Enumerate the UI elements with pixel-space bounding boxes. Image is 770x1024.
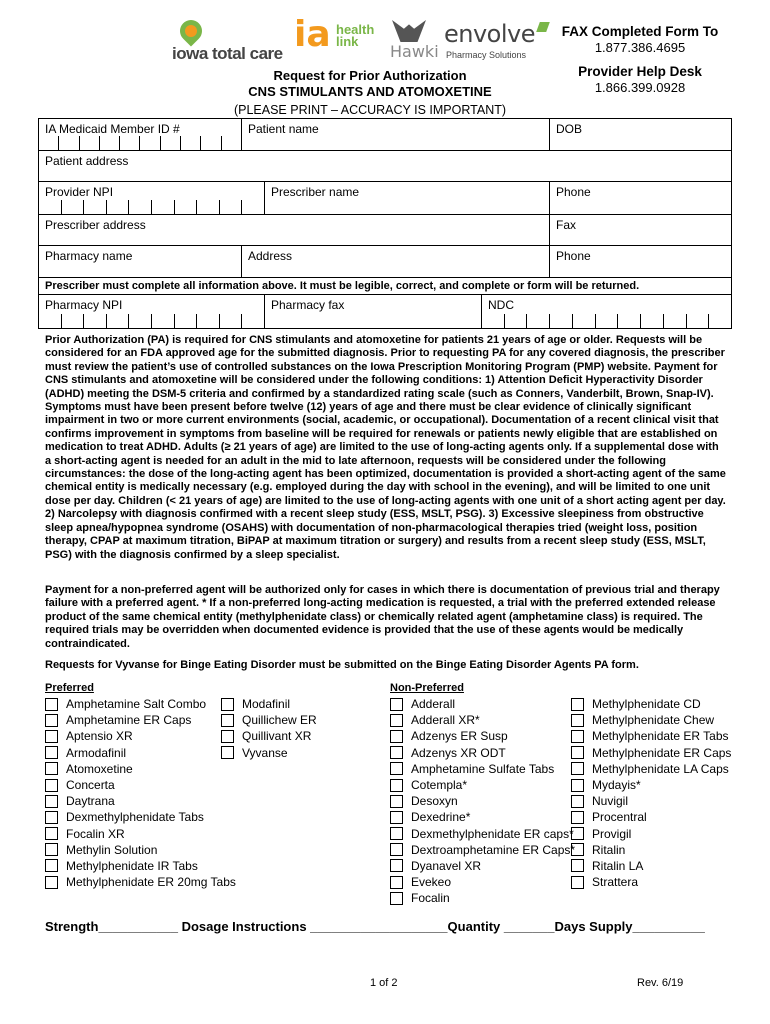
non-preferred-col-2 [571,696,731,890]
drug-option[interactable] [45,842,236,858]
title-line-1: Request for Prior Authorization [273,68,467,83]
checkbox[interactable] [390,746,403,759]
iowa-total-care-logo [172,18,290,64]
checkbox[interactable] [571,746,584,759]
drug-label: Dexedrine* [411,810,471,825]
drug-label: Focalin XR [66,826,125,841]
drug-label: Daytrana [66,794,115,809]
checkbox[interactable] [390,859,403,872]
checkbox[interactable] [571,795,584,808]
checkbox[interactable] [571,827,584,840]
drug-label: Ritalin LA [592,858,644,873]
checkbox[interactable] [45,746,58,759]
prescriber-address-label: Prescriber address [45,218,146,232]
patient-address-label: Patient address [45,154,129,168]
checkbox[interactable] [45,843,58,856]
form-row-pharmacy-npi [38,295,732,329]
checkbox[interactable] [221,714,234,727]
checkbox[interactable] [390,730,403,743]
drug-option[interactable] [221,728,317,744]
drug-option[interactable] [571,696,731,712]
checkbox[interactable] [571,876,584,889]
checkbox[interactable] [390,762,403,775]
drug-label: Nuvigil [592,794,629,809]
drug-option[interactable] [45,712,236,728]
drug-label: Methylphenidate LA Caps [592,761,729,776]
non-preferred-heading: Non-Preferred [390,682,464,694]
drug-option[interactable] [45,858,236,874]
drug-label: Methylphenidate CD [592,697,701,712]
drug-label: Aptensio XR [66,729,133,744]
checkbox[interactable] [45,730,58,743]
checkbox[interactable] [45,827,58,840]
pharmacy-name-field[interactable] [39,246,242,277]
drug-option[interactable] [571,777,731,793]
checkbox[interactable] [571,843,584,856]
fax-number: 1.877.386.4695 [594,40,686,55]
print-note: (PLEASE PRINT – ACCURACY IS IMPORTANT) [233,103,507,117]
pharmacy-fax-label: Pharmacy fax [271,298,345,312]
preferred-heading: Preferred [45,682,94,694]
pharmacy-npi-field[interactable] [39,295,265,328]
drug-option[interactable] [571,809,731,825]
drug-option[interactable] [390,745,575,761]
pharmacy-npi-label: Pharmacy NPI [45,298,123,312]
drug-option[interactable] [390,728,575,744]
prescriber-address-field[interactable] [39,215,550,245]
drug-option[interactable] [571,842,731,858]
pharmacy-phone-label: Phone [556,249,591,263]
drug-label: Procentral [592,810,647,825]
checkbox[interactable] [390,843,403,856]
drug-label: Adderall XR* [411,713,480,728]
non-preferred-col-1 [390,696,575,906]
checkbox[interactable] [390,892,403,905]
checkbox[interactable] [571,762,584,775]
drug-label: Dexmethylphenidate Tabs [66,810,204,825]
logo-bar [172,14,552,64]
health-link-text: health link [336,22,375,49]
envolve-text: envolve [444,20,535,48]
form-row-patient [38,118,732,151]
drug-label: Amphetamine ER Caps [66,713,192,728]
checkbox[interactable] [390,795,403,808]
checkbox[interactable] [571,730,584,743]
drug-option[interactable] [571,761,731,777]
drug-option[interactable] [390,858,575,874]
drug-label: Atomoxetine [66,761,133,776]
checkbox[interactable] [390,811,403,824]
drug-option[interactable] [571,745,731,761]
pharmacy-phone-field[interactable] [550,246,731,277]
drug-label: Adzenys ER Susp [411,729,508,744]
strength-dosage-line: Strength___________ Dosage Instructions ___________________Quantity _______Days Supply__________ [45,919,705,934]
form-row-provider [38,182,732,215]
patient-name-label: Patient name [248,122,319,136]
hawki-logo [386,18,439,62]
checkbox[interactable] [221,698,234,711]
checkbox[interactable] [45,859,58,872]
drug-option[interactable] [571,712,731,728]
drug-label: Modafinil [242,697,291,712]
drug-label: Evekeo [411,875,452,890]
drug-option[interactable] [571,728,731,744]
drug-label: Vyvanse [242,745,288,760]
page-number: 1 of 2 [370,977,398,989]
drug-option[interactable] [390,890,575,906]
address-field[interactable] [242,246,550,277]
ndc-field[interactable] [482,295,731,328]
drug-option[interactable] [390,826,575,842]
checkbox[interactable] [390,876,403,889]
patient-name-field[interactable] [242,119,550,150]
drug-option[interactable] [221,696,317,712]
drug-option[interactable] [45,874,236,890]
fax-field[interactable] [550,215,731,245]
help-desk-info [555,64,725,96]
checkbox[interactable] [221,730,234,743]
checkbox[interactable] [390,779,403,792]
fax-label: Fax [556,218,577,232]
drug-option[interactable] [45,826,236,842]
checkbox[interactable] [45,714,58,727]
drug-option[interactable] [571,826,731,842]
drug-option[interactable] [390,712,575,728]
member-id-label: IA Medicaid Member ID # [45,122,180,136]
iowa-total-care-text: iowa total care [172,44,283,63]
drug-label: Methylin Solution [66,842,158,857]
drug-label: Concerta [66,778,115,793]
drug-label: Dexmethylphenidate ER caps* [411,826,574,841]
help-heading: Provider Help Desk [578,64,702,79]
drug-option[interactable] [45,761,236,777]
drug-label: Methylphenidate ER Tabs [592,729,729,744]
ia-health-link-logo [294,14,386,60]
form-row-address [38,151,732,182]
drug-label: Adderall [411,697,456,712]
revision: Rev. 6/19 [637,977,684,989]
envolve-logo [444,20,554,64]
request-form [38,118,732,329]
prescriber-note: Prescriber must complete all information above. It must be legible, correct, and complete or form will be returned. [38,278,732,295]
checkbox[interactable] [571,714,584,727]
envolve-subtitle: Pharmacy Solutions [446,50,527,60]
form-title [220,68,520,100]
drug-label: Dyanavel XR [411,858,482,873]
drug-label: Amphetamine Salt Combo [66,697,207,712]
leaf-icon [175,15,206,46]
drug-option[interactable] [45,793,236,809]
drug-option[interactable] [221,745,317,761]
checkbox[interactable] [45,876,58,889]
checkbox[interactable] [571,779,584,792]
checkbox[interactable] [221,746,234,759]
drug-option[interactable] [390,874,575,890]
envolve-mark-icon [536,22,550,32]
fax-info [555,24,725,56]
pharmacy-name-label: Pharmacy name [45,249,133,263]
drug-option[interactable] [221,712,317,728]
checkbox[interactable] [45,779,58,792]
checkbox[interactable] [390,827,403,840]
ia-text: ia [294,14,331,55]
preferred-col-2 [221,696,317,761]
phone-label: Phone [556,185,591,199]
checkbox[interactable] [390,714,403,727]
drug-label: Cotempla* [411,778,468,793]
drug-option[interactable] [45,745,236,761]
drug-label: Methylphenidate ER 20mg Tabs [66,875,236,890]
drug-option[interactable] [45,728,236,744]
drug-label: Dextroamphetamine ER Caps* [411,842,576,857]
dob-field[interactable] [550,119,731,150]
drug-option[interactable] [390,761,575,777]
drug-label: Methylphenidate ER Caps [592,745,732,760]
ndc-label: NDC [488,298,514,312]
drug-option[interactable] [45,777,236,793]
drug-label: Methylphenidate Chew [592,713,715,728]
drug-label: Amphetamine Sulfate Tabs [411,761,555,776]
drug-label: Armodafinil [66,745,127,760]
drug-label: Methylphenidate IR Tabs [66,858,198,873]
drug-option[interactable] [45,809,236,825]
drug-option[interactable] [390,842,575,858]
member-id-field[interactable] [39,119,242,150]
provider-npi-boxes [39,200,264,214]
drug-option[interactable] [390,777,575,793]
drug-option[interactable] [571,793,731,809]
prescriber-name-field[interactable] [265,182,550,214]
provider-npi-field[interactable] [39,182,265,214]
drug-label: Focalin [411,891,450,906]
phone-field[interactable] [550,182,731,214]
drug-option[interactable] [571,874,731,890]
drug-option[interactable] [45,696,236,712]
checkbox[interactable] [45,762,58,775]
checkbox[interactable] [45,698,58,711]
drug-label: Quillichew ER [242,713,317,728]
hawki-text: Hawki [390,42,439,61]
form-row-pharmacy [38,246,732,278]
checkbox[interactable] [45,795,58,808]
drug-label: Ritalin [592,842,626,857]
criteria-paragraph-1: Prior Authorization (PA) is required for CNS stimulants and atomoxetine for patients 21 years of age or older. Requests will be considered for an FDA approved age for the submitted diagnosis. Prior to requesting PA for any covered diagnosis, the prescriber must review the patient’s use of controlled substances on the Iowa Prescription Monitoring Program (PMP) website. Payment for CNS stimulants and atomoxetine will be considered under the following conditions: 1) Attention Deficit Hyperactivity Disorder (ADHD) meeting the DSM-5 criteria and confirmed by a standardized rating scale (such as Conners, Vanderbilt, Brown, Snap-IV). Symptoms must have been present before twelve (12) years of age and there must be clear evidence of clinically significant impairment in two or more current environments (social, academic, or occupational). Documentation of a recent clinical visit that confirms improvement in symptoms from baseline will be required for renewals or patients newly eligible that are established on medication to treat ADHD. Adults (≥ 21 years of age) are limited to the use of long-acting agents only. If a supplemental dose with a short-acting agent is needed for an adult in the mid to late afternoon, requests will be considered under the following circumstances: the dose of the long-acting agent has been optimized, documentation is provided a short-acting agent of the same chemical entity is medically necessary (e.g. employed during the day with school in the evening), and will be limited to one unit dose per day. Children (< 21 years of age) are limited to the use of long-acting agents with one unit of a short acting agent per day. 2) Narcolepsy with diagnosis confirmed with a recent sleep study (ESS, MSLT, PSG). 3) Excessive sleepiness from obstructive sleep apnea/hypopnea syndrome (OSAHS) with documentation of non-pharmacological therapies tried (weight loss, position therapy, CPAP at maximum titration, BiPAP at maximum titration or surgery) and results from a recent sleep study (ESS, MSLT, PSG) with the diagnosis confirmed by a sleep specialist. [45,334,726,561]
drug-label: Provigil [592,826,632,841]
address-label: Address [248,249,293,263]
form-row-prescriber-address [38,215,732,246]
prescriber-name-label: Prescriber name [271,185,360,199]
help-number: 1.866.399.0928 [594,80,686,95]
member-id-boxes [39,136,241,150]
pharmacy-npi-boxes [39,314,264,328]
patient-address-field[interactable] [39,151,731,181]
title-line-2: CNS STIMULANTS AND ATOMOXETINE [248,84,492,99]
criteria-paragraph-3: Requests for Vyvanse for Binge Eating Disorder must be submitted on the Binge Eating Disorder Agents PA form. [45,659,639,671]
drug-label: Adzenys XR ODT [411,745,506,760]
drug-label: Quillivant XR [242,729,312,744]
drug-option[interactable] [390,793,575,809]
dob-label: DOB [556,122,583,136]
checkbox[interactable] [45,811,58,824]
drug-option[interactable] [390,696,575,712]
provider-npi-label: Provider NPI [45,185,114,199]
ndc-boxes [482,314,731,328]
checkbox[interactable] [571,859,584,872]
fax-heading: FAX Completed Form To [561,24,719,39]
drug-label: Mydayis* [592,778,641,793]
criteria-paragraph-2: Payment for a non-preferred agent will be authorized only for cases in which there is documentation of previous trial and therapy failure with a preferred agent. * If a non-preferred long-acting medication is requested, a trial with the preferred extended release product of the same chemical entity (methylphenidate class) or chemically related agent (amphetamine class) is required. The required trials may be overridden when documented evidence is provided that the use of these agents would be medically contraindicated. [45,584,720,650]
drug-label: Strattera [592,875,639,890]
pharmacy-fax-field[interactable] [265,295,482,328]
checkbox[interactable] [571,811,584,824]
drug-label: Desoxyn [411,794,458,809]
checkbox[interactable] [390,698,403,711]
preferred-col-1 [45,696,236,890]
checkbox[interactable] [571,698,584,711]
hawk-icon [392,20,426,42]
drug-option[interactable] [390,809,575,825]
drug-option[interactable] [571,858,731,874]
